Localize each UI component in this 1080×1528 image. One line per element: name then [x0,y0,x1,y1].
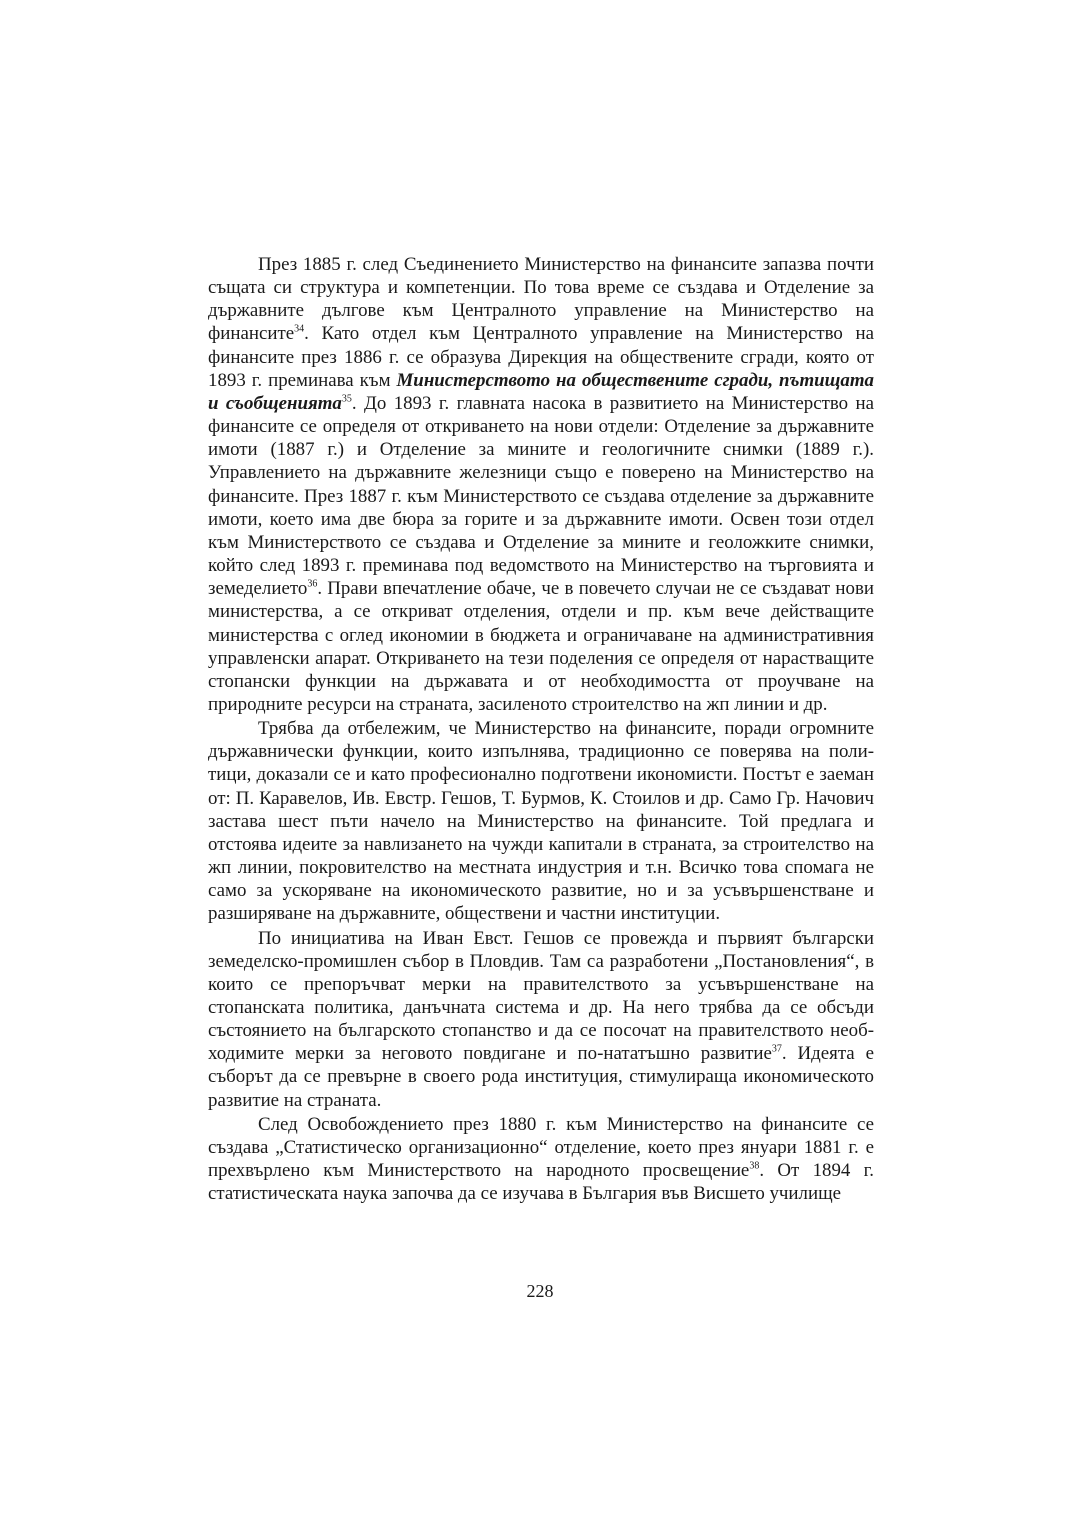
footnote-ref-36: 36 [307,578,318,590]
paragraph-4-text-b: . От 1894 г. статистическата наука започва да се изучава в България във Висшето училище [208,1160,874,1205]
paragraph-1-text-c: . До 1893 г. главната насока в развитието на Министерство на финансите се определя от откриването на нови отдели: Отделение за държавните имоти (1887 г.) и Отделение за мините и геологичните снимки (1889 г.). Управлението на държавните железници също е поверено на Министерство на финансите. През 1887 г. към Министерството се създава отделение за държавните имоти, което има две бюра за горите и за държавните имоти. Освен този отдел към Министерството се създава и Отделение за мините и геоложките снимки, който след 1893 г. преминава под ведомството на Министерство на търговията и земеделието [208,392,874,600]
page-body [208,253,874,1205]
page-number: 228 [526,1281,554,1301]
paragraph-2: Трябва да отбележим, че Министерство на финансите, поради огромните държавнически функции, които изпълнява, традиционно се поверява на политици, доказали се и като професионално подготвени икономисти. Постът е заеман от: П. Каравелов, Ив. Евстр. Гешов, Т. Бурмов, К. Стоилов и др. Само Гр. Начович застава шест пъти начело на Министерство на финансите. Той предлага и отстоява идеите за навлизането на чужди капитали в страната, за строителство на жп линии, покровителство на местната индустрия и т.н. Всичко това спомага не само за ускоряване на икономическото развитие, но и за усъвършенстване и разширяване на държавните, обществени и частни институции. [208,718,874,925]
paragraph-3-text-b: . Идеята е съборът да се превърне в своего рода институция, стимулираща икономическото развитие на страната. [208,1043,874,1111]
emphasized-ministry-name: Министерството на обществените сгради, пътищата и съобщенията [208,369,875,414]
footnote-ref-34: 34 [294,324,305,336]
paragraph-1-text-a: През 1885 г. след Съединението Министерство на финансите запазва почти същата си структура и компетенции. По това време се създава и Отделение за държавните дългове към Централното управление на Министерство на финансите [208,254,874,345]
footnote-ref-37: 37 [771,1044,782,1056]
paragraph-3 [208,927,874,1112]
paragraph-1 [208,253,874,716]
paragraph-1-text-b: . Като отдел към Централното управление на Министерство на финансите през 1886 г. се образува Дирекция на обществените сгради, която от 1893 г. преминава към [208,323,874,391]
footnote-ref-38: 38 [749,1160,760,1172]
paragraph-4-text-a: След Освобождението през 1880 г. към Министерство на финансите се създава „Статистическо организационно“ отделение, което през януари 1881 г. е прехвърлено към Министерството на народното просвещение [208,1113,874,1182]
paragraph-3-text-a: По инициатива на Иван Евст. Гешов се провежда и първият български земеделско-промишлен събор в Пловдив. Там са разработени „Постановления“, в които се препоръчват мерки на правителството за усъвършенстване на стопанската политика, данъчната система и др. На него трябва да се обсъди състоянието на българското стопанство и да се посочат на правителството необходимите мерки за неговото повдигане и по-нататъшно развитие [208,927,874,1065]
paragraph-4 [208,1113,874,1206]
paragraph-1-text-d: . Прави впечатление обаче, че в повечето случаи не се създават нови министерства, а се откриват отделения, отдели и пр. към вече действащите министерства с оглед икономии в бюджета и ограничаване на административния управленски апарат. Откриването на тези поделения се определя от нарастващите стопански функции на държавата и от необходимостта от проучване на природните ресурси на страната, засиленото строителство на жп линии и др. [208,578,874,715]
footnote-ref-35: 35 [341,393,352,405]
